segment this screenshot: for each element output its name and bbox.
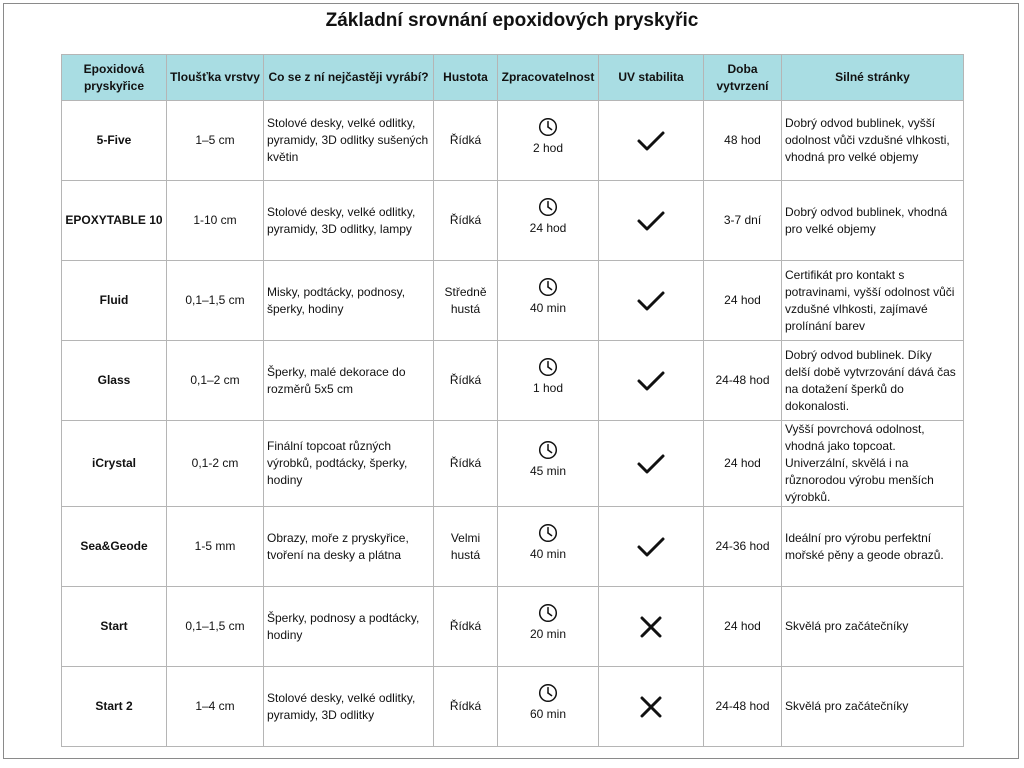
table-row xyxy=(62,507,964,587)
workability-cell xyxy=(498,341,599,421)
common-uses: Šperky, malé dekorace do rozměrů 5x5 cm xyxy=(264,341,434,421)
header-density: Hustota xyxy=(434,55,498,101)
density: Řídká xyxy=(434,421,498,507)
table-row xyxy=(62,341,964,421)
header-resin: Epoxidová pryskyřice xyxy=(62,55,167,101)
check-icon xyxy=(602,453,700,475)
layer-thickness: 1–4 cm xyxy=(167,667,264,747)
cure-time: 24-48 hod xyxy=(704,341,782,421)
workability-time: 40 min xyxy=(529,546,567,561)
workability-time: 20 min xyxy=(529,626,567,641)
strengths: Vyšší povrchová odolnost, vhodná jako topcoat. Univerzální, skvělá i na různorodou výrobu menších výrobků. xyxy=(782,421,964,507)
workability-cell xyxy=(498,181,599,261)
strengths: Ideální pro výrobu perfektní mořské pěny a geode obrazů. xyxy=(782,507,964,587)
page-title: Základní srovnání epoxidových pryskyřic xyxy=(325,10,699,31)
common-uses: Stolové desky, velké odlitky, pyramidy, 3D odlitky, lampy xyxy=(264,181,434,261)
common-uses: Misky, podtácky, podnosy, šperky, hodiny xyxy=(264,261,434,341)
density: Řídká xyxy=(434,101,498,181)
workability-cell xyxy=(498,507,599,587)
workability-time: 45 min xyxy=(529,463,567,478)
layer-thickness: 1-5 mm xyxy=(167,507,264,587)
resin-name: Start xyxy=(62,587,167,667)
workability-time: 24 hod xyxy=(529,220,567,235)
layer-thickness: 0,1-2 cm xyxy=(167,421,264,507)
cure-time: 48 hod xyxy=(704,101,782,181)
cross-icon xyxy=(602,696,700,718)
workability-cell xyxy=(498,261,599,341)
cross-icon xyxy=(602,616,700,638)
density: Řídká xyxy=(434,341,498,421)
table-row xyxy=(62,101,964,181)
resin-name: 5-Five xyxy=(62,101,167,181)
check-icon xyxy=(602,536,700,558)
header-thickness: Tloušťka vrstvy xyxy=(167,55,264,101)
uv-stability-cell xyxy=(599,181,704,261)
workability-time: 40 min xyxy=(529,300,567,315)
common-uses: Finální topcoat různých výrobků, podtácky, šperky, hodiny xyxy=(264,421,434,507)
clock-icon xyxy=(538,603,558,623)
table-header-row xyxy=(62,55,964,101)
workability-cell xyxy=(498,421,599,507)
strengths: Dobrý odvod bublinek, vyšší odolnost vůči vzdušné vlhkosti, vhodná pro velké objemy xyxy=(782,101,964,181)
density: Středně hustá xyxy=(434,261,498,341)
layer-thickness: 1-10 cm xyxy=(167,181,264,261)
density: Řídká xyxy=(434,181,498,261)
density: Velmi hustá xyxy=(434,507,498,587)
table-row xyxy=(62,587,964,667)
cure-time: 24 hod xyxy=(704,587,782,667)
table-row xyxy=(62,181,964,261)
check-icon xyxy=(602,130,700,152)
header-uv: UV stabilita xyxy=(599,55,704,101)
resin-name: Glass xyxy=(62,341,167,421)
header-uses: Co se z ní nejčastěji vyrábí? xyxy=(264,55,434,101)
cure-time: 24 hod xyxy=(704,261,782,341)
clock-icon xyxy=(538,523,558,543)
density: Řídká xyxy=(434,587,498,667)
workability-cell xyxy=(498,667,599,747)
layer-thickness: 0,1–1,5 cm xyxy=(167,587,264,667)
workability-cell xyxy=(498,587,599,667)
header-workability: Zpracovatelnost xyxy=(498,55,599,101)
cure-time: 24-48 hod xyxy=(704,667,782,747)
uv-stability-cell xyxy=(599,101,704,181)
uv-stability-cell xyxy=(599,421,704,507)
common-uses: Stolové desky, velké odlitky, pyramidy, 3D odlitky sušených květin xyxy=(264,101,434,181)
layer-thickness: 0,1–1,5 cm xyxy=(167,261,264,341)
strengths: Skvělá pro začátečníky xyxy=(782,587,964,667)
workability-time: 2 hod xyxy=(532,140,564,155)
uv-stability-cell xyxy=(599,261,704,341)
layer-thickness: 1–5 cm xyxy=(167,101,264,181)
workability-time: 60 min xyxy=(529,706,567,721)
table-row xyxy=(62,421,964,507)
common-uses: Obrazy, moře z pryskyřice, tvoření na desky a plátna xyxy=(264,507,434,587)
check-icon xyxy=(602,290,700,312)
comparison-table xyxy=(61,54,964,747)
uv-stability-cell xyxy=(599,507,704,587)
strengths: Dobrý odvod bublinek. Díky delší době vytvrzování dává čas na dotažení šperků do dokonalosti. xyxy=(782,341,964,421)
uv-stability-cell xyxy=(599,667,704,747)
check-icon xyxy=(602,370,700,392)
resin-name: iCrystal xyxy=(62,421,167,507)
clock-icon xyxy=(538,357,558,377)
common-uses: Šperky, podnosy a podtácky, hodiny xyxy=(264,587,434,667)
clock-icon xyxy=(538,117,558,137)
clock-icon xyxy=(538,197,558,217)
resin-name: Sea&Geode xyxy=(62,507,167,587)
check-icon xyxy=(602,210,700,232)
clock-icon xyxy=(538,277,558,297)
layer-thickness: 0,1–2 cm xyxy=(167,341,264,421)
uv-stability-cell xyxy=(599,341,704,421)
workability-time: 1 hod xyxy=(532,380,564,395)
strengths: Certifikát pro kontakt s potravinami, vyšší odolnost vůči vzdušné vlhkosti, zajímavé prolínání barev xyxy=(782,261,964,341)
clock-icon xyxy=(538,683,558,703)
strengths: Dobrý odvod bublinek, vhodná pro velké objemy xyxy=(782,181,964,261)
clock-icon xyxy=(538,440,558,460)
cure-time: 24-36 hod xyxy=(704,507,782,587)
cure-time: 24 hod xyxy=(704,421,782,507)
common-uses: Stolové desky, velké odlitky, pyramidy, 3D odlitky xyxy=(264,667,434,747)
resin-name: Fluid xyxy=(62,261,167,341)
density: Řídká xyxy=(434,667,498,747)
cure-time: 3-7 dní xyxy=(704,181,782,261)
uv-stability-cell xyxy=(599,587,704,667)
strengths: Skvělá pro začátečníky xyxy=(782,667,964,747)
table-row xyxy=(62,667,964,747)
resin-name: EPOXYTABLE 10 xyxy=(62,181,167,261)
workability-cell xyxy=(498,101,599,181)
resin-name: Start 2 xyxy=(62,667,167,747)
header-cure: Doba vytvrzení xyxy=(704,55,782,101)
table-row xyxy=(62,261,964,341)
header-strengths: Silné stránky xyxy=(782,55,964,101)
